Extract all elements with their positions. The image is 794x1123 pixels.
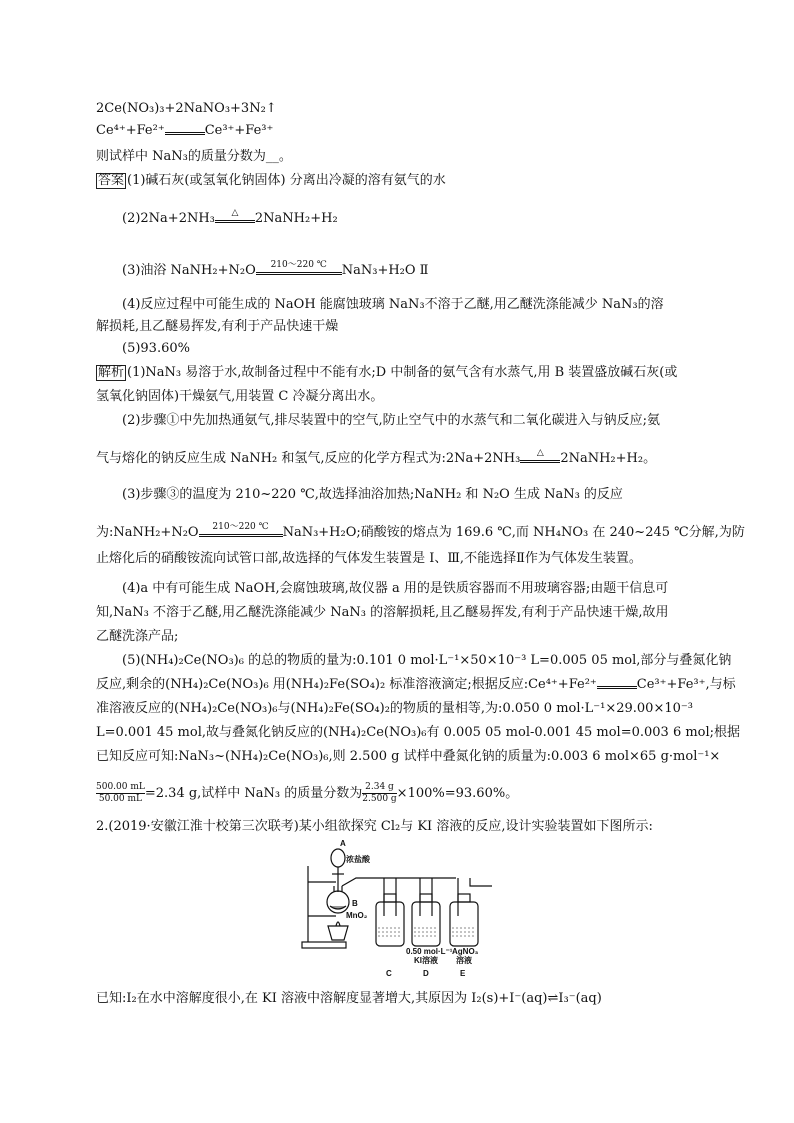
analysis-line-6 bbox=[96, 521, 745, 542]
analysis-5g: ×100%=93.60%。 bbox=[396, 786, 519, 801]
equation-line-2 bbox=[96, 122, 273, 140]
answer-2-left: (2)2Na+2NH₃ bbox=[122, 211, 215, 226]
label-agno3: AgNO₃ bbox=[452, 947, 479, 956]
analysis-line-14: L=0.001 45 mol,故与叠氮化钠反应的(NH₄)₂Ce(NO₃)₆有 0.005 05 mol-0.001 45 mol=0.003 6 mol;根据 bbox=[96, 725, 741, 740]
analysis-line-10: 乙醚洗涤产品; bbox=[96, 629, 179, 644]
answer-tag: 答案 bbox=[98, 173, 125, 188]
answer-line-5: (5)93.60% bbox=[122, 341, 190, 356]
reaction-arrow bbox=[199, 521, 283, 540]
answer-line-4b: 解损耗,且乙醚易挥发,有利于产品快速干燥 bbox=[96, 319, 339, 334]
answer-line-2 bbox=[122, 207, 338, 228]
fraction-numerator: 500.00 mL bbox=[96, 782, 145, 792]
answer-3-left: (3)油浴 NaNH₂+N₂O bbox=[122, 263, 256, 278]
analysis-tag: 解析 bbox=[98, 365, 125, 380]
answer-line-4a: (4)反应过程中可能生成的 NaOH 能腐蚀玻璃 NaN₃不溶于乙醚,用乙醚洗涤能减少 NaN₃的溶 bbox=[122, 297, 664, 312]
label-e: E bbox=[460, 969, 466, 978]
answer-line-3 bbox=[122, 259, 429, 280]
label-mno2: MnO₂ bbox=[346, 911, 368, 920]
label-a: A bbox=[340, 839, 346, 848]
question-2: 2.(2019·安徽江淮十校第三次联考)某小组欲探究 Cl₂与 KI 溶液的反应,设计实验装置如下图所示: bbox=[96, 819, 653, 834]
funnel-a bbox=[331, 849, 345, 867]
question-blank-line: 则试样中 NaN₃的质量分数为__。 bbox=[96, 149, 292, 164]
reaction-arrow bbox=[520, 447, 560, 466]
equal-sign bbox=[597, 678, 637, 692]
label-ki: KI溶液 bbox=[414, 956, 438, 965]
analysis-line-1 bbox=[96, 364, 677, 382]
condition-heat: △ bbox=[231, 207, 239, 218]
equal-sign bbox=[165, 124, 205, 138]
stand-base bbox=[302, 942, 346, 948]
label-d: D bbox=[423, 969, 429, 978]
analysis-2c: 2NaNH₂+H₂。 bbox=[560, 451, 657, 466]
analysis-line-4 bbox=[96, 447, 657, 468]
bottle-e bbox=[450, 902, 478, 946]
known-info: 已知:I₂在水中溶解度很小,在 KI 溶液中溶解度显著增大,其原因为 I₂(s)+I⁻(aq)⇌I₃⁻(aq) bbox=[96, 991, 602, 1006]
answer-2-right: 2NaNH₂+H₂ bbox=[254, 211, 338, 226]
equation-left: Ce⁴⁺+Fe²⁺ bbox=[96, 123, 165, 138]
reaction-arrow bbox=[215, 207, 255, 226]
analysis-5b2: Ce³⁺+Fe³⁺,与标 bbox=[636, 677, 736, 692]
analysis-line-8: (4)a 中有可能生成 NaOH,会腐蚀玻璃,故仪器 a 用的是铁质容器而不用玻璃容器;由题干信息可 bbox=[122, 581, 669, 596]
analysis-3b: 为:NaNH₂+N₂O bbox=[96, 525, 199, 540]
analysis-line-3: (2)步骤①中先加热通氨气,排尽装置中的空气,防止空气中的水蒸气和二氧化碳进入与钠反应;氨 bbox=[122, 413, 661, 428]
analysis-line-5: (3)步骤③的温度为 210~220 ℃,故选择油浴加热;NaNH₂ 和 N₂O 生成 NaN₃ 的反应 bbox=[122, 487, 623, 502]
label-hcl: 浓盐酸 bbox=[346, 855, 370, 864]
analysis-line-11: (5)(NH₄)₂Ce(NO₃)₆ 的总的物质的量为:0.101 0 mol·L⁻¹×50×10⁻³ L=0.005 05 mol,部分与叠氮化钠 bbox=[122, 653, 732, 668]
label-c: C bbox=[386, 969, 392, 978]
alcohol-lamp bbox=[328, 926, 348, 940]
bottle-d bbox=[412, 902, 440, 946]
condition-heat: △ bbox=[536, 447, 544, 458]
fraction-denominator: 2.500 g bbox=[362, 794, 397, 804]
analysis-5b1: 反应,剩余的(NH₄)₂Ce(NO₃)₆ 用(NH₄)₂Fe(SO₄)₂ 标准溶液滴定;根据反应:Ce⁴⁺+Fe²⁺ bbox=[96, 677, 597, 692]
analysis-line-7: 止熔化后的硝酸铵流向试管口部,故选择的气体发生装置是 Ⅰ、Ⅲ,不能选择Ⅱ作为气体发生装置。 bbox=[96, 551, 642, 566]
reaction-arrow bbox=[256, 259, 342, 278]
analysis-line-13: 准溶液反应的(NH₄)₂Ce(NO₃)₆与(NH₄)₂Fe(SO₄)₂的物质的量相等,为:0.050 0 mol·L⁻¹×29.00×10⁻³ bbox=[96, 701, 693, 716]
fraction-denominator: 50.00 mL bbox=[98, 794, 142, 804]
analysis-line-2: 氢氧化钠固体)干燥氨气,用装置 C 冷凝分离出水。 bbox=[96, 389, 384, 404]
answer-3-right: NaN₃+H₂O Ⅱ bbox=[341, 263, 429, 278]
analysis-line-9: 知,NaN₃ 不溶于乙醚,用乙醚洗涤能减少 NaN₃ 的溶解损耗,且乙醚易挥发,有利于产品快速干燥,故用 bbox=[96, 605, 669, 620]
fraction-volume bbox=[96, 782, 145, 805]
fraction-mass bbox=[362, 782, 396, 805]
bottle-c bbox=[376, 902, 404, 946]
condition-temp: 210～220 ℃ bbox=[212, 521, 269, 532]
label-b: B bbox=[352, 899, 358, 908]
analysis-1a: (1)NaN₃ 易溶于水,故制备过程中不能有水;D 中制备的氨气含有水蒸气,用 B 装置盛放碱石灰(或 bbox=[127, 365, 678, 380]
analysis-3c: NaN₃+H₂O;硝酸铵的熔点为 169.6 ℃,而 NH₄NO₃ 在 240~245 ℃分解,为防 bbox=[282, 525, 745, 540]
condition-temp: 210～220 ℃ bbox=[270, 259, 327, 270]
analysis-5f: =2.34 g,试样中 NaN₃ 的质量分数为 bbox=[144, 786, 363, 801]
label-ag-solution: 溶液 bbox=[456, 956, 472, 965]
answer-1: (1)碱石灰(或氢氧化钠固体) 分离出冷凝的溶有氨气的水 bbox=[127, 173, 446, 188]
label-conc: 0.50 mol·L⁻¹ bbox=[406, 947, 453, 956]
analysis-line-12 bbox=[96, 676, 736, 694]
answer-line-1 bbox=[96, 172, 446, 190]
experiment-apparatus-diagram bbox=[296, 836, 496, 986]
equation-line-1: 2Ce(NO₃)₃+2NaNO₃+3N₂↑ bbox=[96, 101, 277, 116]
analysis-line-15: 已知反应可知:NaN₃~(NH₄)₂Ce(NO₃)₆,则 2.500 g 试样中叠氮化钠的质量为:0.003 6 mol×65 g·mol⁻¹× bbox=[96, 749, 721, 764]
equation-right: Ce³⁺+Fe³⁺ bbox=[204, 123, 274, 138]
analysis-line-16 bbox=[96, 782, 518, 805]
flask-b bbox=[327, 891, 349, 913]
analysis-2b: 气与熔化的钠反应生成 NaNH₂ 和氢气,反应的化学方程式为:2Na+2NH₃ bbox=[96, 451, 521, 466]
fraction-numerator: 2.34 g bbox=[362, 782, 396, 794]
